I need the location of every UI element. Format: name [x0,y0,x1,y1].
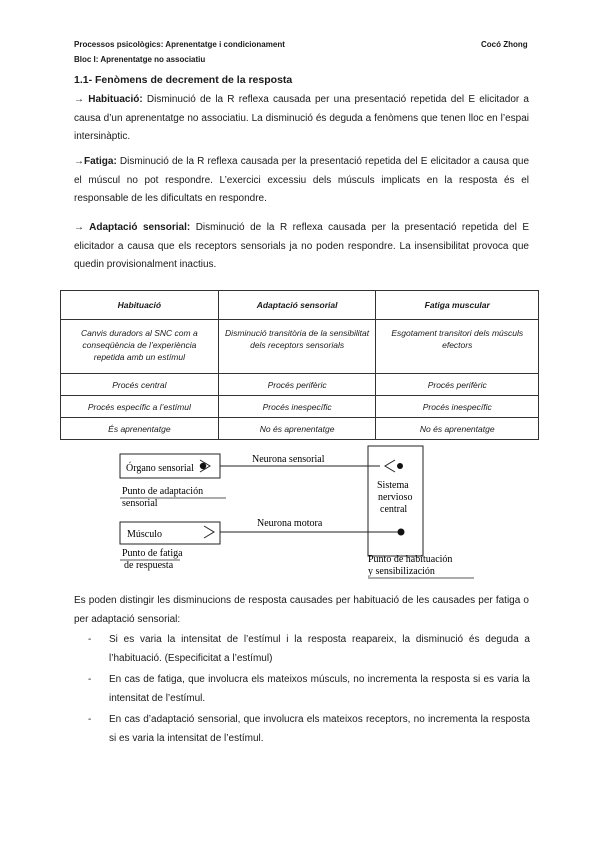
list-item-text: En cas de fatiga, que involucra els mateixos músculs, no incrementa la resposta si es varia la intensitat de l’estímul. [109,674,530,704]
punto-habituacion-label-2: y sensibilización [368,566,435,577]
header-author: Cocó Zhong [481,40,528,49]
table-header-cell: Adaptació sensorial [218,291,376,320]
punto-adaptacion-label-2: sensorial [122,498,158,509]
term-fatiga: Fatiga: [84,156,117,167]
arrowhead-icon [204,526,214,538]
dash-bullet: - [88,714,92,725]
table-row [61,396,539,418]
table-cell: Disminució transitòria de la sensibilitat dels receptors sensorials [218,320,376,374]
punto-adaptacion-label: Punto de adaptación [122,486,204,497]
term-habituacio: Habituació: [88,94,143,105]
receptor-dot [200,463,206,469]
text-habituacio: Disminució de la R reflexa causada per una presentació repetida del E elicitador a causa d’un aprenentatge no associatiu. La disminució és deguda a fenòmens que tenen lloc en l’espai intersinàptic. [74,94,529,142]
reflex-arc-diagram [110,440,490,590]
table-row [61,320,539,374]
table-row [61,374,539,396]
punto-habituacion-label: Punto de habituación [368,554,453,565]
list-item [88,671,530,708]
closing-intro: Es poden distingir les disminucions de resposta causades per habituació de les causades per fatiga o per adaptació sensorial: [74,595,529,625]
list-item-text: Si es varia la intensitat de l’estímul i la resposta reapareix, la disminució és deguda a l’habituació. (Especificitat a l’estímul) [109,634,530,664]
term-adaptacio: Adaptació sensorial: [89,222,191,233]
synapse-dot [398,529,405,536]
organo-sensorial-label: Órgano sensorial [126,463,194,474]
header-course: Processos psicològics: Aprenentatge i condicionament [74,40,285,49]
table-cell: No és aprenentatge [376,418,539,440]
section-title: 1.1- Fenòmens de decrement de la resposta [74,74,293,86]
table-cell: Procés inespecífic [218,396,376,418]
text-adaptacio: Disminució de la R reflexa causada per la presentació repetida del E elicitador a causa que els receptors sensorials ja no poden respondre. La insensibilitat provoca que quedin provisionalment inactius. [74,222,530,270]
list-item [88,711,530,748]
text-fatiga: Disminució de la R reflexa causada per la presentació repetida del E elicitador a causa que el múscul no pot respondre. L’exercici excessiu dels músculs implicats en la resposta és el responsable de les dificultats en respondre. [74,156,529,204]
punto-fatiga-label: Punto de fatiga [122,548,183,559]
table-cell: Procés inespecífic [376,396,539,418]
synapse-dot [397,463,403,469]
dash-bullet: - [88,634,92,645]
table-cell: Procés central [61,374,219,396]
table-cell: Procés específic a l’estímul [61,396,219,418]
table-header-cell: Fatiga muscular [376,291,539,320]
table-cell: Canvis duradors al SNC com a conseqüència de l’experiència repetida amb un estímul [61,320,219,374]
arrow-icon: → [74,94,84,105]
punto-fatiga-label-2: de respuesta [124,560,174,571]
central-label: central [380,504,408,515]
table-cell: Procés perifèric [218,374,376,396]
table-header-cell: Habituació [61,291,219,320]
list-item-text: En cas d’adaptació sensorial, que involucra els mateixos receptors, no incrementa la resposta si es varia la intensitat de l’estímul. [109,714,530,744]
nervioso-label: nervioso [378,492,413,503]
paragraph-habituacio [74,91,529,147]
arrowhead-icon [385,460,395,472]
table-cell: Procés perifèric [376,374,539,396]
table-cell: És aprenentatge [61,418,219,440]
table-header-row [61,291,539,320]
neurona-sensorial-label: Neurona sensorial [252,454,325,465]
comparison-table [60,290,539,440]
table-row [61,418,539,440]
arrow-icon: → [74,156,84,167]
sistema-label: Sistema [377,480,409,491]
paragraph-adaptacio [74,219,529,275]
list-item [88,631,530,668]
dash-bullet: - [88,674,92,685]
table-cell: No és aprenentatge [218,418,376,440]
arrow-icon: → [74,222,84,233]
paragraph-fatiga [74,153,529,209]
closing-list [88,631,530,751]
neurona-motora-label: Neurona motora [257,518,323,529]
musculo-label: Músculo [127,529,162,540]
header-block: Bloc I: Aprenentatge no associatiu [74,55,206,64]
table-cell: Esgotament transitori dels músculs efectors [376,320,539,374]
